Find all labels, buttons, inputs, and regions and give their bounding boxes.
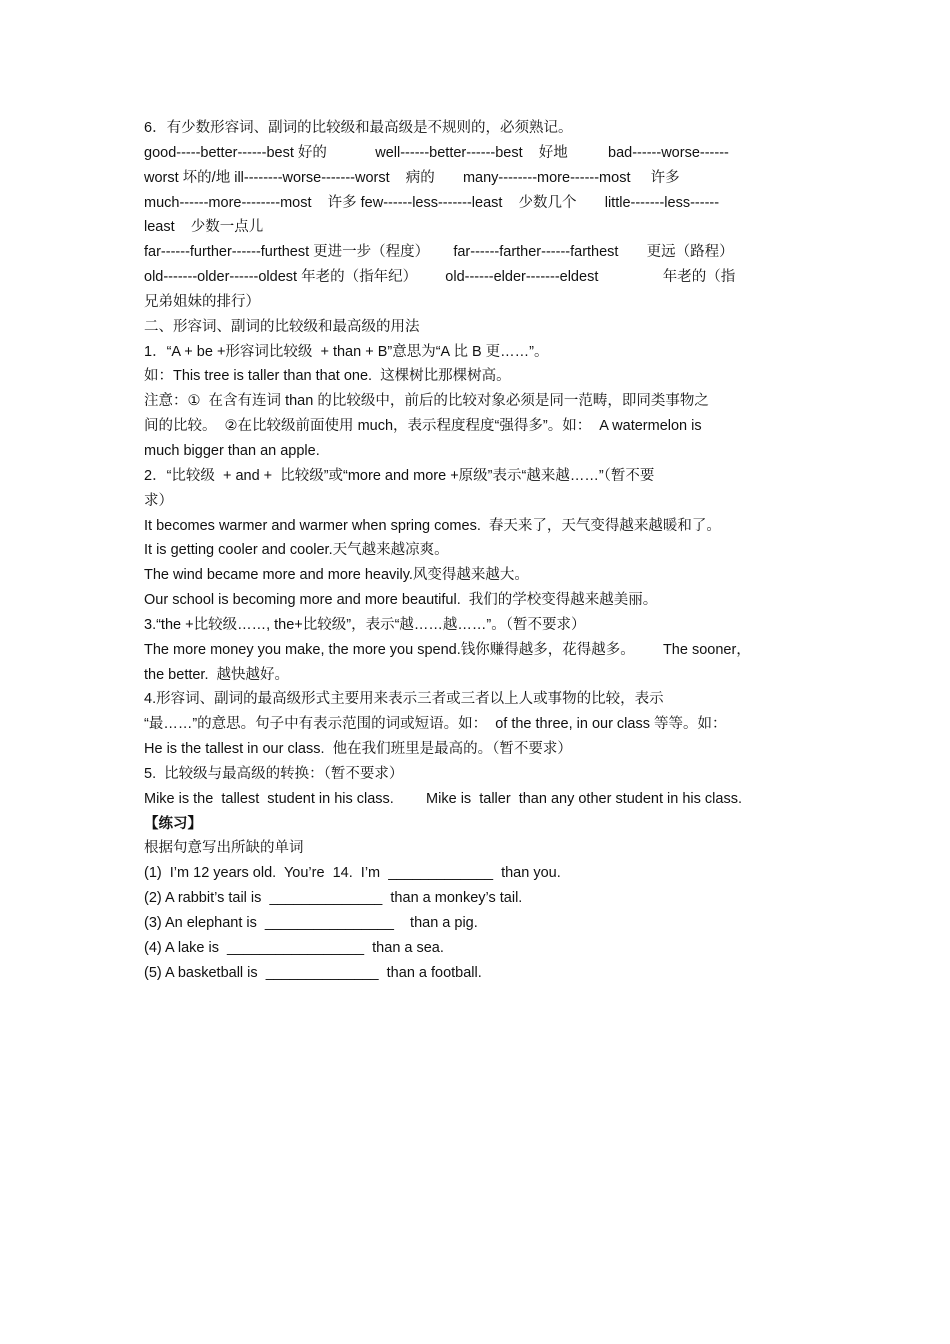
text-line: 注意：① 在含有连词 than 的比较级中，前后的比较对象必须是同一范畴，即同类事物之 (144, 393, 709, 410)
document-body (144, 116, 822, 986)
text-line: He is the tallest in our class. 他在我们班里是最高的。（暂不要求） (144, 741, 572, 758)
text-line: much------more--------most 许多 few------less-------least 少数几个 little-------less------ (144, 194, 720, 211)
text-line: 6．有少数形容词、副词的比较级和最高级是不规则的，必须熟记。 (144, 120, 573, 136)
text-line: The more money you make, the more you spend.钱你赚得越多，花得越多。 The sooner， (144, 641, 751, 658)
text-line: 间的比较。 ②在比较级前面使用 much，表示程度程度“强得多”。如： A watermelon is (144, 418, 702, 435)
text-line: Mike is the tallest student in his class. Mike is taller than any other student in his class. (144, 790, 742, 807)
text-line: much bigger than an apple. (144, 442, 320, 459)
text-line: old-------older------oldest 年老的（指年纪） old------elder-------eldest 年老的（指 (144, 269, 736, 286)
text-line: It becomes warmer and warmer when spring comes. 春天来了，天气变得越来越暖和了。 (144, 517, 721, 534)
text-line: 3.“the +比较级……, the+比较级”，表示“越……越……”。（暂不要求） (144, 616, 586, 633)
text-line: The wind became more and more heavily.风变得越来越大。 (144, 567, 529, 584)
text-line: least 少数一点儿 (144, 219, 264, 236)
text-line: (4) A lake is _________________ than a sea. (144, 939, 444, 956)
text-line: 1．“A + be +形容词比较级 + than + B”意思为“A 比 B 更……”。 (144, 343, 549, 360)
text-line: Our school is becoming more and more beautiful. 我们的学校变得越来越美丽。 (144, 592, 658, 609)
text-line: 二、形容词、副词的比较级和最高级的用法 (144, 318, 420, 335)
text-line: good-----better------best 好的 well------better------best 好地 bad------worse------ (144, 144, 729, 161)
text-line: 如：This tree is taller than that one. 这棵树比那棵树高。 (144, 368, 511, 385)
text-line: 5. 比较级与最高级的转换：（暂不要求） (144, 765, 404, 782)
text-line: (2) A rabbit’s tail is ______________ than a monkey’s tail. (144, 890, 523, 907)
text-line: (1) I’m 12 years old. You’re 14. I’m _____________ than you. (144, 865, 561, 882)
text-line: 兄弟姐妹的排行） (144, 293, 260, 310)
section-heading: 【练习】 (144, 815, 202, 832)
text-line: “最……”的意思。句子中有表示范围的词或短语。如： of the three, in our class 等等。如： (144, 716, 727, 733)
text-line: worst 坏的/地 ill--------worse-------worst 病的 many--------more------most 许多 (144, 169, 680, 186)
text-line: (5) A basketball is ______________ than a football. (144, 964, 482, 981)
text-line: the better. 越快越好。 (144, 666, 290, 683)
text-line: 求） (144, 492, 173, 509)
text-line: (3) An elephant is ________________ than a pig. (144, 915, 478, 931)
text-line: 2．“比较级 + and + 比较级”或“more and more +原级”表示“越来越……”（暂不要 (144, 467, 655, 484)
text-line: It is getting cooler and cooler.天气越来越凉爽。 (144, 542, 449, 559)
text-line: 根据句意写出所缺的单词 (144, 840, 304, 857)
text-line: 4.形容词、副词的最高级形式主要用来表示三者或三者以上人或事物的比较，表示 (144, 691, 664, 708)
text-line: far------further------furthest 更进一步（程度） far------farther------farthest 更远（路程） (144, 244, 734, 261)
